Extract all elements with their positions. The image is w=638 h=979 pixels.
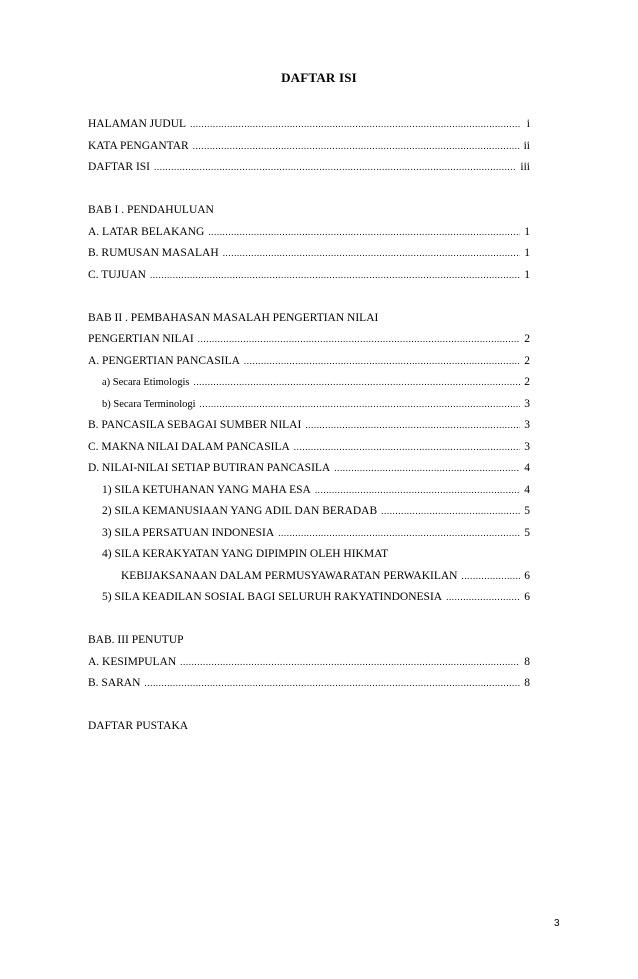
toc-entry-nilai-butiran: D. NILAI-NILAI SETIAP BUTIRAN PANCASILA ..... 4 [88,458,530,480]
table-of-contents [88,114,530,738]
toc-entry-sila-3: 3) SILA PERSATUAN INDONESIA ..... 5 [88,523,530,545]
toc-entry-rumusan-masalah: B. RUMUSAN MASALAH ..... 1 [88,243,530,265]
toc-entry-sila-4-continued: KEBIJAKSANAAN DALAM PERMUSYAWARATAN PERWAKILAN ..... 6 [88,566,530,588]
page-number: 3 [554,918,560,929]
spacer [88,695,530,717]
dot-leader [150,265,520,287]
toc-entry-kesimpulan: A. KESIMPULAN ..... 8 [88,652,530,674]
toc-entry-sila-4: 4) SILA KERAKYATAN YANG DIPIMPIN OLEH HIKMAT [102,548,389,560]
dot-leader [278,523,520,545]
toc-entry-pengertian-nilai: PENGERTIAN NILAI ..... 2 [88,329,530,351]
dot-leader [334,458,520,480]
dot-leader [208,222,520,244]
dot-leader [305,415,520,437]
dot-leader [200,394,520,416]
dot-leader [381,501,520,523]
chapter-heading-bab-2: BAB II . PEMBAHASAN MASALAH PENGERTIAN NILAI [88,311,379,324]
dot-leader [193,136,520,158]
page-title: DAFTAR ISI [281,70,357,85]
dot-leader [315,480,520,502]
toc-entry-tujuan: C. TUJUAN ..... 1 [88,265,530,287]
toc-entry-makna-nilai: C. MAKNA NILAI DALAM PANCASILA ..... 3 [88,437,530,459]
toc-entry-saran: B. SARAN ..... 8 [88,673,530,695]
dot-leader [446,587,520,609]
spacer [88,609,530,631]
chapter-heading-bab-1: BAB I . PENDAHULUAN [88,204,214,216]
toc-entry-secara-etimologis: a) Secara Etimologis ..... 2 [88,372,530,394]
toc-entry-kata-pengantar: KATA PENGANTAR ..... ii [88,136,530,158]
spacer [88,179,530,201]
toc-entry-sila-2: 2) SILA KEMANUSIAAN YANG ADIL DAN BERADAB ..... 5 [88,501,530,523]
toc-entry-sila-5: 5) SILA KEADILAN SOSIAL BAGI SELURUH RAKYATINDONESIA ..... 6 [88,587,530,609]
dot-leader [294,437,520,459]
chapter-heading-bab-3: BAB. III PENUTUP [88,634,184,646]
toc-entry-latar-belakang: A. LATAR BELAKANG ..... 1 [88,222,530,244]
dot-leader [190,114,520,136]
dot-leader [244,351,520,373]
toc-entry-pancasila-sumber-nilai: B. PANCASILA SEBAGAI SUMBER NILAI ..... 3 [88,415,530,437]
toc-entry-daftar-isi: DAFTAR ISI ..... iii [88,157,530,179]
toc-entry-sila-1: 1) SILA KETUHANAN YANG MAHA ESA ..... 4 [88,480,530,502]
toc-entry-secara-terminologi: b) Secara Terminologi ..... 3 [88,394,530,416]
dot-leader [144,673,520,695]
dot-leader [193,372,520,394]
dot-leader [154,157,516,179]
toc-entry-daftar-pustaka: DAFTAR PUSTAKA [88,720,189,732]
dot-leader [198,329,520,351]
toc-entry-pengertian-pancasila: A. PENGERTIAN PANCASILA ..... 2 [88,351,530,373]
dot-leader [223,243,520,265]
dot-leader [461,566,520,588]
dot-leader [180,652,520,674]
spacer [88,286,530,308]
toc-entry-halaman-judul: HALAMAN JUDUL ..... i [88,114,530,136]
